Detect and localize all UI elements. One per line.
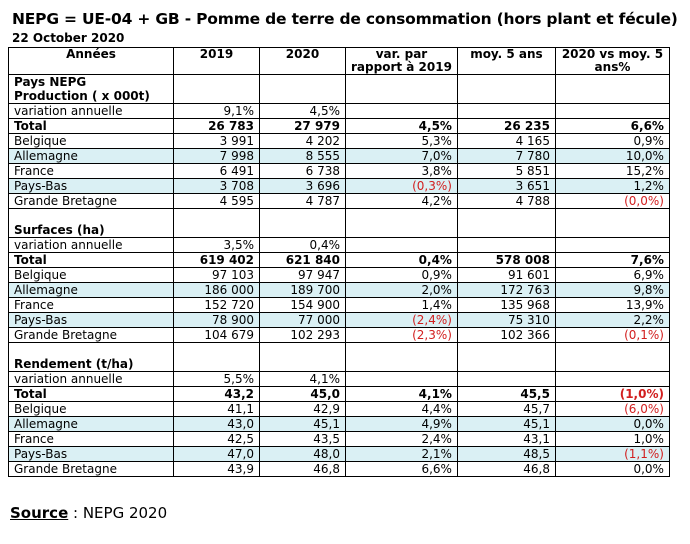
- value-avg: 135 968: [457, 298, 555, 313]
- production-variation-row: [9, 104, 670, 119]
- value-2020: 27 979: [260, 119, 346, 134]
- value-2019: 42,5: [174, 432, 260, 447]
- table-row: [9, 179, 670, 194]
- value-avg: 46,8: [457, 462, 555, 477]
- value-avg: 43,1: [457, 432, 555, 447]
- value-2020: 621 840: [260, 253, 346, 268]
- empty-cell: [346, 104, 458, 119]
- source-note: [10, 504, 167, 522]
- empty-cell: [174, 89, 260, 104]
- table-row: [9, 328, 670, 343]
- table-row: [9, 313, 670, 328]
- value-vs: 0,0%: [555, 417, 669, 432]
- value-2020: 8 555: [260, 149, 346, 164]
- value-vs: 0,0%: [555, 462, 669, 477]
- value-2019: 78 900: [174, 313, 260, 328]
- value-2020: 97 947: [260, 268, 346, 283]
- row-name: France: [9, 432, 174, 447]
- data-table: [8, 47, 670, 477]
- value-2020: 43,5: [260, 432, 346, 447]
- value-2020: 45,1: [260, 417, 346, 432]
- table-row: [9, 134, 670, 149]
- empty-cell: [555, 209, 669, 238]
- value-vs: 6,6%: [555, 119, 669, 134]
- empty-cell: [457, 89, 555, 104]
- value-vs: (6,0%): [555, 402, 669, 417]
- value-var: (2,4%): [346, 313, 458, 328]
- country-label: Pays NEPG: [9, 75, 174, 90]
- value-var: 0,9%: [346, 268, 458, 283]
- value-2020: 102 293: [260, 328, 346, 343]
- empty-cell: [260, 75, 346, 90]
- variation-2020: 4,5%: [260, 104, 346, 119]
- variation-label: variation annuelle: [9, 372, 174, 387]
- value-var: (2,3%): [346, 328, 458, 343]
- value-vs: 1,2%: [555, 179, 669, 194]
- table-row: [9, 298, 670, 313]
- source-text: : NEPG 2020: [68, 504, 168, 522]
- value-avg: 45,5: [457, 387, 555, 402]
- rendement-variation-row: [9, 372, 670, 387]
- header-vs-line2: ans%: [594, 60, 631, 74]
- empty-cell: [555, 104, 669, 119]
- header-var: [346, 48, 458, 75]
- value-var: 4,1%: [346, 387, 458, 402]
- empty-cell: [346, 372, 458, 387]
- value-var: 4,4%: [346, 402, 458, 417]
- row-name: Belgique: [9, 402, 174, 417]
- header-var-line2: rapport à 2019: [351, 60, 452, 74]
- row-name: Grande Bretagne: [9, 328, 174, 343]
- table-row: [9, 149, 670, 164]
- value-avg: 91 601: [457, 268, 555, 283]
- variation-label: variation annuelle: [9, 104, 174, 119]
- value-2019: 43,9: [174, 462, 260, 477]
- value-2019: 43,0: [174, 417, 260, 432]
- empty-cell: [555, 89, 669, 104]
- value-2020: 77 000: [260, 313, 346, 328]
- empty-cell: [555, 238, 669, 253]
- value-2019: 104 679: [174, 328, 260, 343]
- value-avg: 45,1: [457, 417, 555, 432]
- empty-cell: [457, 75, 555, 90]
- value-avg: 45,7: [457, 402, 555, 417]
- table-row: [9, 194, 670, 209]
- value-var: 2,0%: [346, 283, 458, 298]
- table-row: [9, 417, 670, 432]
- table-row: [9, 402, 670, 417]
- value-var: 7,0%: [346, 149, 458, 164]
- value-2020: 45,0: [260, 387, 346, 402]
- country-label-row: [9, 75, 670, 90]
- table-row: [9, 119, 670, 134]
- value-vs: 6,9%: [555, 268, 669, 283]
- value-2020: 46,8: [260, 462, 346, 477]
- empty-cell: [555, 343, 669, 372]
- row-name: Allemagne: [9, 149, 174, 164]
- value-2020: 4 787: [260, 194, 346, 209]
- row-name: Belgique: [9, 134, 174, 149]
- table-row: [9, 253, 670, 268]
- empty-cell: [457, 238, 555, 253]
- value-avg: 7 780: [457, 149, 555, 164]
- empty-cell: [457, 209, 555, 238]
- variation-2019: 5,5%: [174, 372, 260, 387]
- empty-cell: [346, 209, 458, 238]
- value-2020: 189 700: [260, 283, 346, 298]
- empty-cell: [457, 343, 555, 372]
- value-var: 5,3%: [346, 134, 458, 149]
- value-2019: 152 720: [174, 298, 260, 313]
- header-2020: 2020: [260, 48, 346, 75]
- value-avg: 102 366: [457, 328, 555, 343]
- value-vs: 2,2%: [555, 313, 669, 328]
- row-name: Grande Bretagne: [9, 194, 174, 209]
- value-vs: 9,8%: [555, 283, 669, 298]
- value-2019: 26 783: [174, 119, 260, 134]
- value-avg: 172 763: [457, 283, 555, 298]
- value-2019: 3 708: [174, 179, 260, 194]
- empty-cell: [457, 104, 555, 119]
- value-var: (0,3%): [346, 179, 458, 194]
- row-name: Pays-Bas: [9, 313, 174, 328]
- table-row: [9, 462, 670, 477]
- value-2020: 4 202: [260, 134, 346, 149]
- variation-2019: 9,1%: [174, 104, 260, 119]
- header-2019: 2019: [174, 48, 260, 75]
- value-avg: 5 851: [457, 164, 555, 179]
- empty-cell: [346, 75, 458, 90]
- row-name: Allemagne: [9, 417, 174, 432]
- value-vs: 1,0%: [555, 432, 669, 447]
- value-var: 2,4%: [346, 432, 458, 447]
- value-2019: 3 991: [174, 134, 260, 149]
- value-vs: 10,0%: [555, 149, 669, 164]
- value-var: 2,1%: [346, 447, 458, 462]
- surfaces-variation-row: [9, 238, 670, 253]
- variation-2020: 4,1%: [260, 372, 346, 387]
- empty-cell: [346, 89, 458, 104]
- value-var: 4,5%: [346, 119, 458, 134]
- header-avg: moy. 5 ans: [457, 48, 555, 75]
- production-label: Production ( x 000t): [9, 89, 174, 104]
- value-avg: 578 008: [457, 253, 555, 268]
- value-2020: 6 738: [260, 164, 346, 179]
- surfaces-label-row: [9, 209, 670, 238]
- value-2020: 154 900: [260, 298, 346, 313]
- table-row: [9, 268, 670, 283]
- value-avg: 48,5: [457, 447, 555, 462]
- row-name: France: [9, 164, 174, 179]
- header-row: [9, 48, 670, 75]
- value-vs: 15,2%: [555, 164, 669, 179]
- row-name: Total: [9, 119, 174, 134]
- row-name: France: [9, 298, 174, 313]
- value-vs: 0,9%: [555, 134, 669, 149]
- row-name: Belgique: [9, 268, 174, 283]
- value-vs: 13,9%: [555, 298, 669, 313]
- empty-cell: [346, 238, 458, 253]
- value-vs: (1,1%): [555, 447, 669, 462]
- row-name: Pays-Bas: [9, 179, 174, 194]
- value-2020: 48,0: [260, 447, 346, 462]
- value-2019: 7 998: [174, 149, 260, 164]
- value-2019: 97 103: [174, 268, 260, 283]
- empty-cell: [174, 75, 260, 90]
- value-vs: (0,1%): [555, 328, 669, 343]
- table-body: [9, 75, 670, 477]
- header-vs: [555, 48, 669, 75]
- empty-cell: [260, 209, 346, 238]
- table-row: [9, 447, 670, 462]
- production-label-row: [9, 89, 670, 104]
- empty-cell: [457, 372, 555, 387]
- value-var: 4,2%: [346, 194, 458, 209]
- empty-cell: [555, 372, 669, 387]
- empty-cell: [346, 343, 458, 372]
- page-title: NEPG = UE-04 + GB - Pomme de terre de consommation (hors plant et fécule): [12, 10, 678, 28]
- value-avg: 26 235: [457, 119, 555, 134]
- header-annees: Années: [9, 48, 174, 75]
- variation-label: variation annuelle: [9, 238, 174, 253]
- source-label: Source: [10, 504, 69, 522]
- value-var: 1,4%: [346, 298, 458, 313]
- value-avg: 3 651: [457, 179, 555, 194]
- header-var-line1: var. par: [375, 47, 428, 61]
- value-2019: 43,2: [174, 387, 260, 402]
- row-name: Pays-Bas: [9, 447, 174, 462]
- rendement-label: Rendement (t/ha): [9, 343, 174, 372]
- rendement-label-row: [9, 343, 670, 372]
- value-vs: (1,0%): [555, 387, 669, 402]
- empty-cell: [555, 75, 669, 90]
- empty-cell: [174, 343, 260, 372]
- value-var: 0,4%: [346, 253, 458, 268]
- value-2019: 186 000: [174, 283, 260, 298]
- surfaces-label: Surfaces (ha): [9, 209, 174, 238]
- value-2020: 42,9: [260, 402, 346, 417]
- report-date: 22 October 2020: [12, 31, 125, 45]
- table-row: [9, 387, 670, 402]
- value-avg: 4 788: [457, 194, 555, 209]
- value-var: 6,6%: [346, 462, 458, 477]
- variation-2020: 0,4%: [260, 238, 346, 253]
- table-row: [9, 283, 670, 298]
- row-name: Total: [9, 253, 174, 268]
- empty-cell: [260, 89, 346, 104]
- table-row: [9, 432, 670, 447]
- value-var: 4,9%: [346, 417, 458, 432]
- value-vs: (0,0%): [555, 194, 669, 209]
- variation-2019: 3,5%: [174, 238, 260, 253]
- value-var: 3,8%: [346, 164, 458, 179]
- value-2019: 619 402: [174, 253, 260, 268]
- value-avg: 4 165: [457, 134, 555, 149]
- value-2019: 47,0: [174, 447, 260, 462]
- value-2020: 3 696: [260, 179, 346, 194]
- value-2019: 4 595: [174, 194, 260, 209]
- empty-cell: [260, 343, 346, 372]
- row-name: Allemagne: [9, 283, 174, 298]
- value-vs: 7,6%: [555, 253, 669, 268]
- header-vs-line1: 2020 vs moy. 5: [561, 47, 664, 61]
- row-name: Grande Bretagne: [9, 462, 174, 477]
- value-2019: 6 491: [174, 164, 260, 179]
- row-name: Total: [9, 387, 174, 402]
- value-2019: 41,1: [174, 402, 260, 417]
- table-row: [9, 164, 670, 179]
- empty-cell: [174, 209, 260, 238]
- value-avg: 75 310: [457, 313, 555, 328]
